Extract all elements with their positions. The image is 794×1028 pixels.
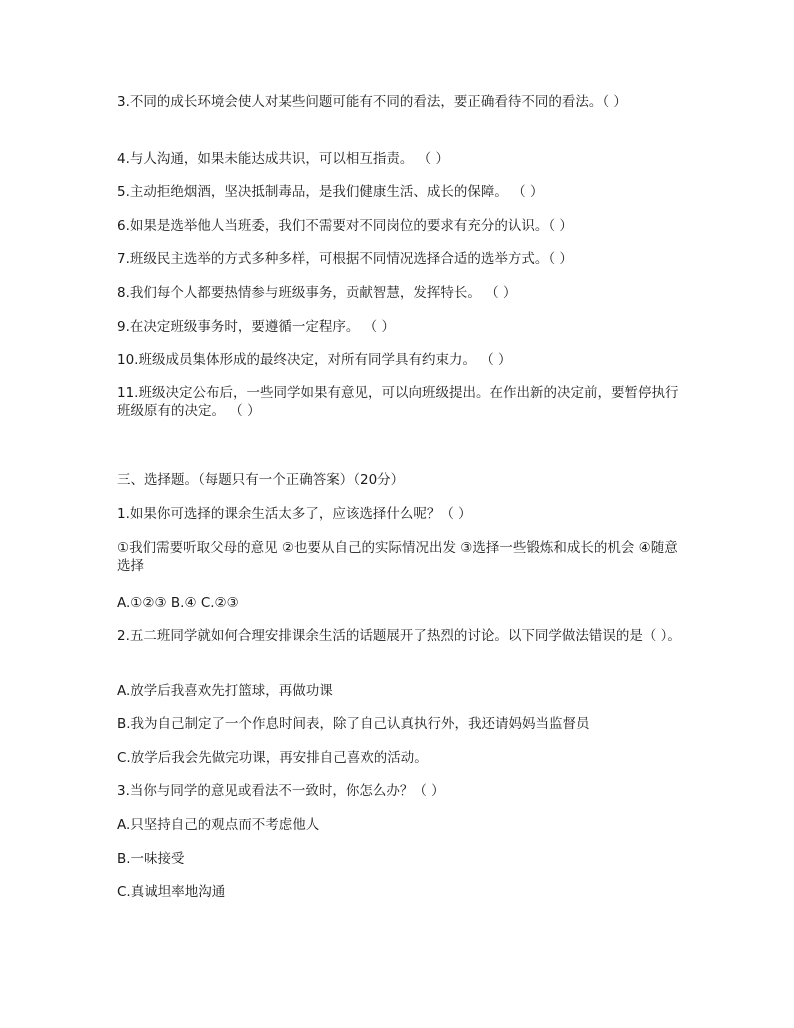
true-false-item-4: 4.与人沟通，如果未能达成共识，可以相互指责。 （ ） xyxy=(117,151,449,167)
q2-option-b: B.我为自己制定了一个作息时间表，除了自己认真执行外，我还请妈妈当监督员 xyxy=(117,716,590,732)
q1-statements: ①我们需要听取父母的意见 ②也要从自己的实际情况出发 ③选择一些锻炼和成长的机会 ④随意选择 xyxy=(117,540,678,574)
section-heading: 三、选择题。（每题只有一个正确答案）（20分） xyxy=(117,472,405,488)
q1-stem: 1.如果你可选择的课余生活太多了，应该选择什么呢？（ ） xyxy=(117,506,472,522)
q1-options: A.①②③ B.④ C.②③ xyxy=(117,595,239,611)
q3-option-a: A.只坚持自己的观点而不考虑他人 xyxy=(117,817,320,833)
true-false-item-11: 11.班级决定公布后，一些同学如果有意见，可以向班级提出。在作出新的决定前，要暂停执行班级原有的决定。 （ ） xyxy=(117,385,679,419)
true-false-item-8: 8.我们每个人都要热情参与班级事务，贡献智慧，发挥特长。 （ ） xyxy=(117,285,517,301)
true-false-item-5: 5.主动拒绝烟酒，坚决抵制毒品，是我们健康生活、成长的保障。 （ ） xyxy=(117,184,544,200)
q3-option-b: B.一味接受 xyxy=(117,851,185,867)
true-false-item-6: 6.如果是选举他人当班委，我们不需要对不同岗位的要求有充分的认识。（ ） xyxy=(117,218,573,234)
q3-option-c: C.真诚坦率地沟通 xyxy=(117,884,226,900)
q3-stem: 3.当你与同学的意见或看法不一致时，你怎么办？（ ） xyxy=(117,783,445,799)
true-false-item-9: 9.在决定班级事务时，要遵循一定程序。 （ ） xyxy=(117,319,395,335)
q2-option-c: C.放学后我会先做完功课，再安排自己喜欢的活动。 xyxy=(117,750,428,766)
true-false-item-10: 10.班级成员集体形成的最终决定，对所有同学具有约束力。 （ ） xyxy=(117,352,512,368)
q2-option-a: A.放学后我喜欢先打篮球，再做功课 xyxy=(117,683,333,699)
true-false-item-3: 3.不同的成长环境会使人对某些问题可能有不同的看法，要正确看待不同的看法。（ ） xyxy=(117,94,627,110)
true-false-item-7: 7.班级民主选举的方式多种多样，可根据不同情况选择合适的选举方式。（ ） xyxy=(117,251,573,267)
q2-stem: 2.五二班同学就如何合理安排课余生活的话题展开了热烈的讨论。以下同学做法错误的是（ ）。 xyxy=(117,628,681,644)
